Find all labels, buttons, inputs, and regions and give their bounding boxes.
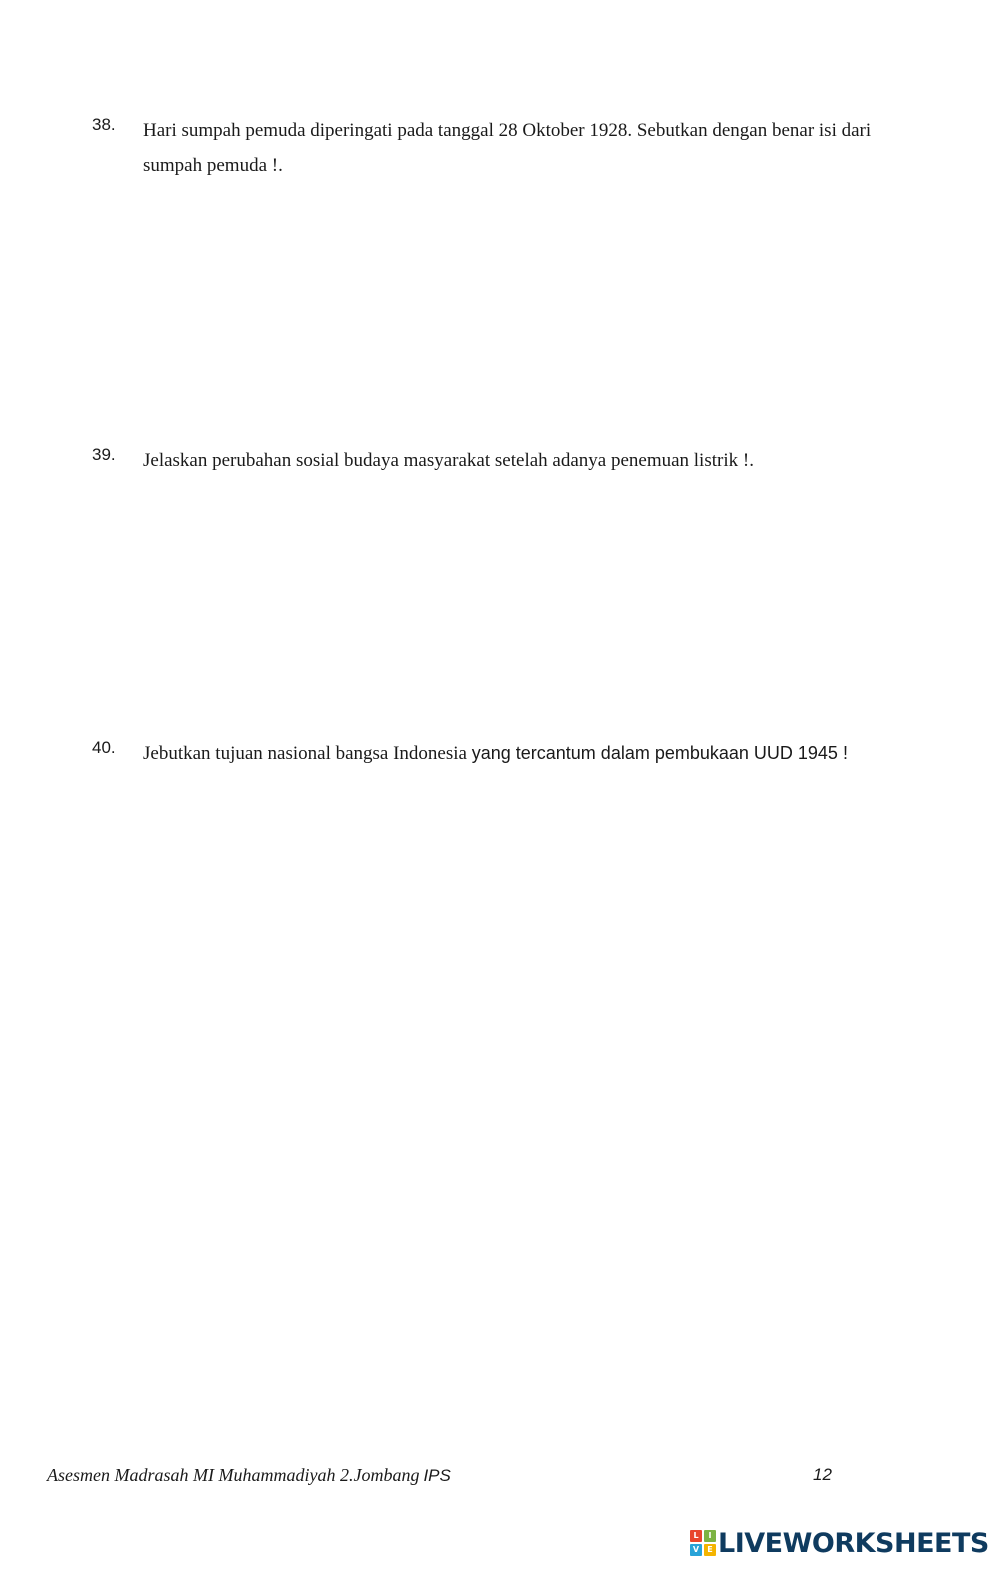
question-text (143, 736, 932, 771)
liveworksheets-logo-text: LIVEWORKSHEETS (718, 1527, 989, 1559)
logo-tile-l: L (690, 1530, 702, 1542)
question-text: Jelaskan perubahan sosial budaya masyarakat setelah adanya penemuan listrik !. (143, 450, 754, 471)
question-number: 39. (92, 445, 116, 464)
question-text-serif-part: Jebutkan tujuan nasional bangsa Indonesia (143, 743, 472, 764)
question-39 (92, 443, 932, 478)
logo-tile-v: V (690, 1544, 702, 1556)
footer-subject: IPS (423, 1466, 451, 1485)
liveworksheets-logo-icon (690, 1530, 716, 1556)
question-40 (92, 736, 932, 771)
logo-tile-e: E (704, 1544, 716, 1556)
question-number: 40. (92, 738, 116, 757)
question-text-sans-part: yang tercantum dalam pembukaan UUD 1945 ! (471, 743, 848, 763)
logo-tile-i: I (704, 1530, 716, 1542)
footer-school-name: Asesmen Madrasah MI Muhammadiyah 2.Jombang (47, 1465, 420, 1485)
question-text: Hari sumpah pemuda diperingati pada tanggal 28 Oktober 1928. Sebutkan dengan benar isi dari sumpah pemuda !. (143, 120, 872, 176)
footer-school-label (47, 1465, 451, 1486)
question-number: 38. (92, 115, 116, 134)
page-number: 12 (813, 1465, 832, 1484)
question-38 (92, 113, 932, 183)
liveworksheets-logo[interactable] (690, 1526, 989, 1560)
